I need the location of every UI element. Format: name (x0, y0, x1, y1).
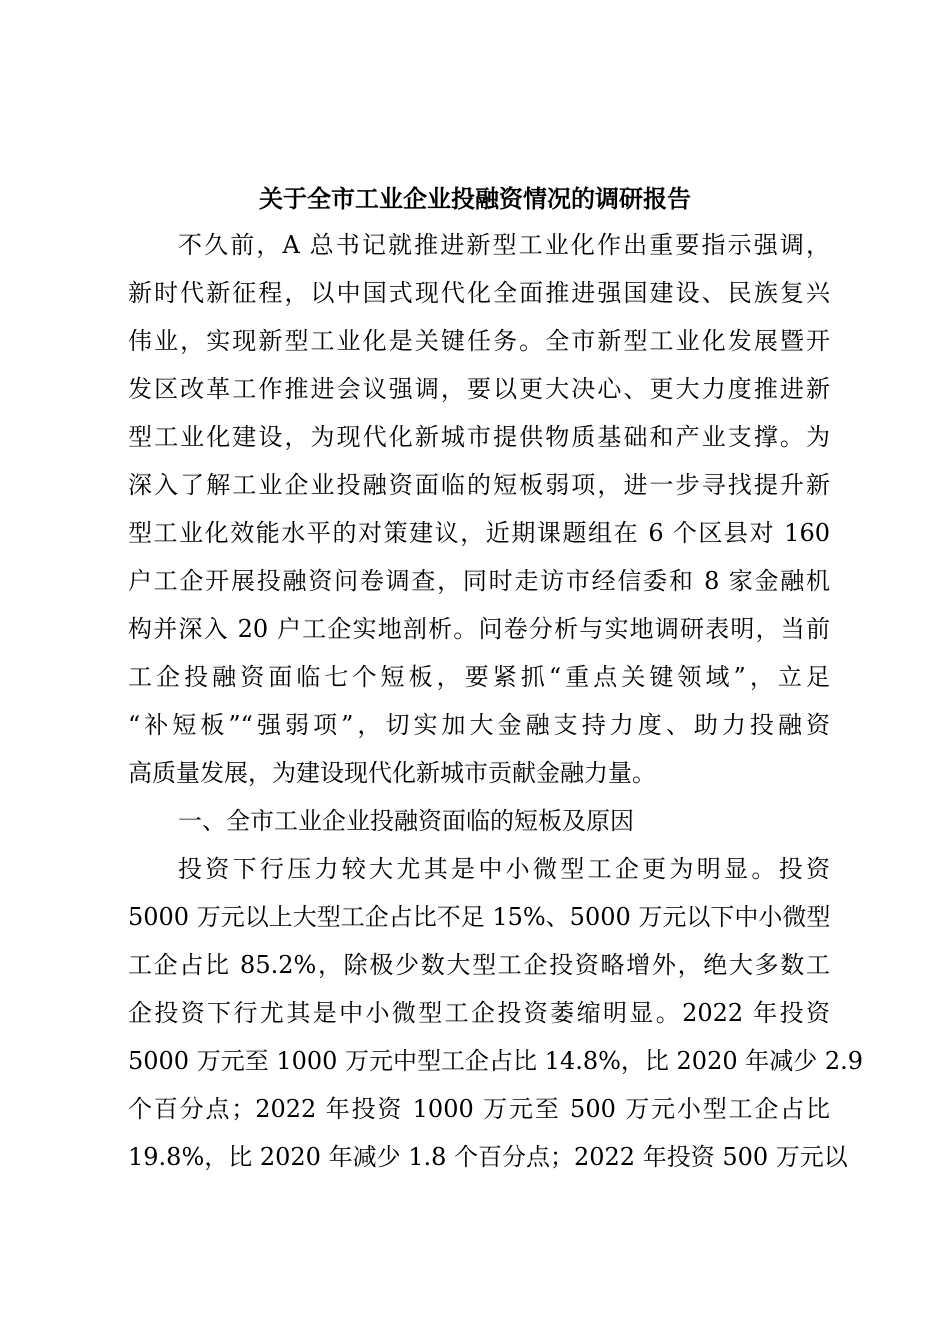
paragraph-line: 工企投融资面临七个短板，要紧抓“重点关键领域”，立足 (128, 663, 830, 691)
paragraph-line: 企投资下行尤其是中小微型工企投资萎缩明显。2022 年投资 (128, 999, 830, 1027)
paragraph-line: “补短板”“强弱项”，切实加大金融支持力度、助力投融资 (128, 711, 830, 739)
paragraph-line: 深入了解工业企业投融资面临的短板弱项，进一步寻找提升新 (128, 471, 830, 499)
paragraph-line: 19.8%，比 2020 年减少 1.8 个百分点；2022 年投资 500 万元以 (128, 1143, 848, 1171)
paragraph-line: 5000 万元以上大型工企占比不足 15%、5000 万元以下中小微型 (128, 903, 831, 931)
paragraph-line: 发区改革工作推进会议强调，要以更大决心、更大力度推进新 (128, 375, 830, 403)
paragraph-line: 户工企开展投融资问卷调查，同时走访市经信委和 8 家金融机 (128, 567, 830, 595)
document-title: 关于全市工业企业投融资情况的调研报告 (259, 184, 691, 213)
paragraph-line: 新时代新征程，以中国式现代化全面推进强国建设、民族复兴 (128, 279, 830, 307)
paragraph-line: 不久前，A 总书记就推进新型工业化作出重要指示强调， (178, 231, 830, 259)
paragraph-line: 5000 万元至 1000 万元中型工企占比 14.8%，比 2020 年减少 2.9 (128, 1047, 864, 1075)
paragraph-line: 伟业，实现新型工业化是关键任务。全市新型工业化发展暨开 (128, 327, 830, 355)
paragraph-line: 型工业化建设，为现代化新城市提供物质基础和产业支撑。为 (128, 423, 830, 451)
paragraph-line: 投资下行压力较大尤其是中小微型工企更为明显。投资 (178, 855, 830, 883)
section-heading: 一、全市工业企业投融资面临的短板及原因 (178, 807, 634, 835)
paragraph-line: 构并深入 20 户工企实地剖析。问卷分析与实地调研表明，当前 (128, 615, 830, 643)
paragraph-line: 个百分点；2022 年投资 1000 万元至 500 万元小型工企占比 (128, 1095, 830, 1123)
paragraph-line: 高质量发展，为建设现代化新城市贡献金融力量。 (128, 759, 656, 787)
paragraph-line: 工企占比 85.2%，除极少数大型工企投资略增外，绝大多数工 (128, 951, 830, 979)
paragraph-line: 型工业化效能水平的对策建议，近期课题组在 6 个区县对 160 (128, 519, 830, 547)
